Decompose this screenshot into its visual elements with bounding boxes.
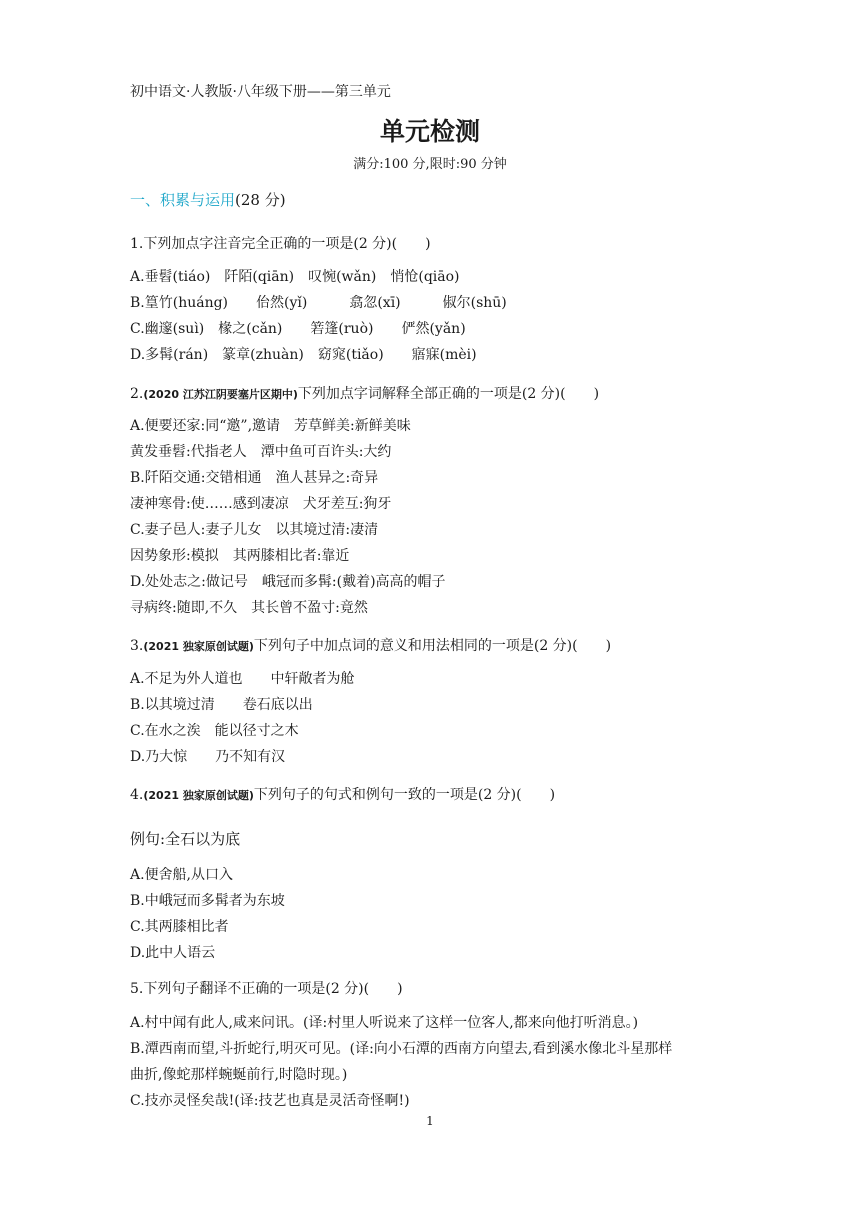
q4-example-text: 全石以为底 bbox=[165, 830, 241, 848]
q4-option-d: D.此中人语云 bbox=[130, 945, 216, 961]
q4-example bbox=[130, 828, 240, 849]
q3-option-d: D.乃大惊 乃不知有汉 bbox=[130, 749, 286, 765]
q1-option-b: B.篁竹(huáng) 佁然(yǐ) 翕忽(xī) 俶尔(shū) bbox=[130, 295, 507, 311]
q5-stem: 5.下列句子翻译不正确的一项是(2 分)( ) bbox=[130, 981, 403, 997]
page-number: 1 bbox=[426, 1114, 434, 1128]
q4-option-c: C.其两膝相比者 bbox=[130, 919, 229, 935]
q5-option-b: B.潭西南而望,斗折蛇行,明灭可见。(译:向小石潭的西南方向望去,看到溪水像北斗星那样 bbox=[130, 1041, 673, 1057]
q3-option-a: A.不足为外人道也 中轩敞者为舱 bbox=[130, 671, 355, 687]
q2-line: A.便要还家:同“邀”,邀请 芳草鲜美:新鲜美味 bbox=[130, 418, 411, 434]
q2-line: 寻病终:随即,不久 其长曾不盈寸:竟然 bbox=[130, 600, 368, 616]
section-points: (28 分) bbox=[235, 191, 286, 209]
q2-line: 黄发垂髫:代指老人 潭中鱼可百许头:大约 bbox=[130, 444, 392, 460]
page-header: 初中语文·人教版·八年级下册——第三单元 bbox=[130, 84, 391, 100]
q5-option-a: A.村中闻有此人,咸来问讯。(译:村里人听说来了这样一位客人,都来向他打听消息。) bbox=[130, 1015, 639, 1031]
q1-option-d: D.多髯(rán) 篆章(zhuàn) 窈窕(tiǎo) 寤寐(mèi) bbox=[130, 347, 477, 363]
q2-line: D.处处志之:做记号 峨冠而多髯:(戴着)高高的帽子 bbox=[130, 574, 446, 590]
q4-source-tag: (2021 独家原创试题) bbox=[143, 789, 254, 802]
q2-line: 因势象形:模拟 其两膝相比者:靠近 bbox=[130, 548, 350, 564]
q2-stem: 下列加点字词解释全部正确的一项是(2 分)( ) bbox=[297, 386, 600, 402]
q4-stem-line bbox=[130, 784, 555, 804]
q2-line: C.妻子邑人:妻子儿女 以其境过清:凄清 bbox=[130, 522, 379, 538]
q4-option-a: A.便舍船,从口入 bbox=[130, 867, 234, 883]
section-heading bbox=[130, 189, 286, 210]
q4-option-b: B.中峨冠而多髯者为东坡 bbox=[130, 893, 285, 909]
q3-option-c: C.在水之涘 能以径寸之木 bbox=[130, 723, 299, 739]
q3-stem: 下列句子中加点词的意义和用法相同的一项是(2 分)( ) bbox=[253, 638, 612, 654]
page-title: 单元检测 bbox=[379, 117, 480, 146]
q1-option-a: A.垂髫(tiáo) 阡陌(qiān) 叹惋(wǎn) 悄怆(qiāo) bbox=[130, 269, 460, 285]
q3-option-b: B.以其境过清 卷石底以出 bbox=[130, 697, 313, 713]
q5-option-c: C.技亦灵怪矣哉!(译:技艺也真是灵活奇怪啊!) bbox=[130, 1093, 410, 1109]
q2-source-tag: (2020 江苏江阴要塞片区期中) bbox=[143, 388, 298, 401]
q1-stem: 1.下列加点字注音完全正确的一项是(2 分)( ) bbox=[130, 236, 431, 252]
q2-number: 2. bbox=[130, 386, 144, 402]
q3-stem-line bbox=[130, 635, 611, 655]
q2-line: B.阡陌交通:交错相通 渔人甚异之:奇异 bbox=[130, 470, 379, 486]
q4-number: 4. bbox=[130, 787, 144, 803]
q3-source-tag: (2021 独家原创试题) bbox=[143, 640, 254, 653]
q2-line: 凄神寒骨:使……感到凄凉 犬牙差互:狗牙 bbox=[130, 496, 392, 512]
section-name: 一、积累与运用 bbox=[130, 191, 236, 209]
score-line: 满分:100 分,限时:90 分钟 bbox=[353, 157, 507, 172]
q5-option-b-cont: 曲折,像蛇那样蜿蜒前行,时隐时现。) bbox=[130, 1067, 348, 1083]
q4-example-label: 例句: bbox=[130, 830, 166, 848]
q1-option-c: C.幽邃(suì) 椽之(cǎn) 箬篷(ruò) 俨然(yǎn) bbox=[130, 321, 466, 337]
q4-stem: 下列句子的句式和例句一致的一项是(2 分)( ) bbox=[253, 787, 556, 803]
q2-stem-line bbox=[130, 383, 599, 403]
q3-number: 3. bbox=[130, 638, 144, 654]
